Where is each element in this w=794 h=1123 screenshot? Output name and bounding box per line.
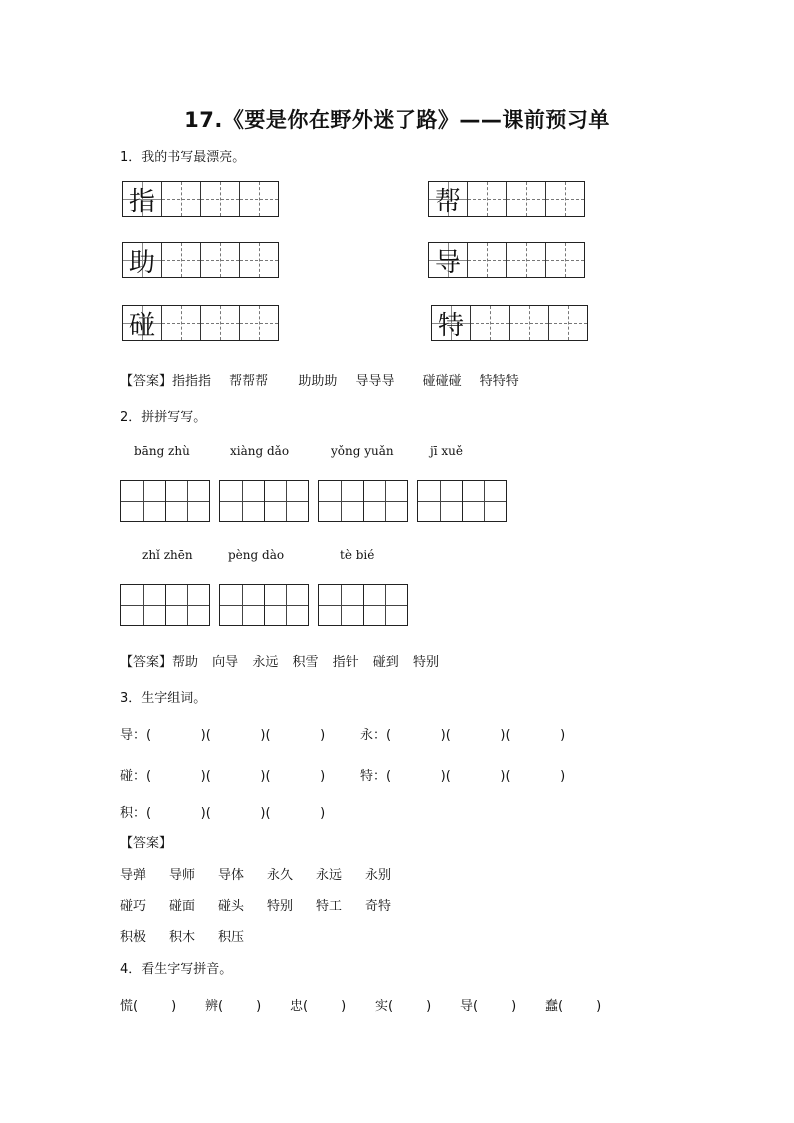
writing-cell[interactable]	[506, 182, 545, 216]
pinyin-label: zhǐ zhēn	[142, 548, 193, 562]
writing-row[interactable]	[122, 305, 279, 341]
writing-cell[interactable]	[200, 182, 239, 216]
writing-row[interactable]	[122, 181, 279, 217]
q3-row-right: 特：( )( )( )	[360, 769, 566, 784]
q3-answer-tag: 【答案】	[120, 836, 173, 851]
answer-item: 碰碰碰	[422, 374, 462, 389]
answer-word: 碰头	[218, 899, 245, 914]
pinyin-label: pèng dào	[228, 548, 285, 562]
answer-word: 积极	[120, 930, 147, 945]
pinyin-write-box[interactable]	[219, 584, 309, 626]
pinyin-label: bāng zhù	[134, 444, 190, 458]
writing-cell[interactable]	[467, 182, 506, 216]
answer-item: 帮助	[172, 655, 199, 670]
answer-word: 奇特	[365, 899, 392, 914]
answer-item: 导导导	[355, 374, 395, 389]
q3-row-left: 碰：( )( )( )	[120, 769, 326, 784]
model-character: 助	[123, 243, 161, 277]
q1-answer	[120, 370, 519, 389]
answer-tag: 【答案】	[120, 655, 173, 670]
pinyin-write-box[interactable]	[318, 584, 408, 626]
answer-word: 碰面	[169, 899, 196, 914]
pinyin-label: xiàng dǎo	[230, 444, 290, 458]
answer-item: 向导	[212, 655, 239, 670]
pinyin-write-box[interactable]	[219, 480, 309, 522]
q4-item: 导( )	[460, 999, 517, 1014]
writing-row[interactable]	[428, 181, 585, 217]
writing-cell[interactable]	[200, 243, 239, 277]
pinyin-write-box[interactable]	[417, 480, 507, 522]
q4-item: 实( )	[375, 999, 432, 1014]
writing-cell[interactable]	[506, 243, 545, 277]
answer-word: 导体	[218, 868, 245, 883]
writing-cell[interactable]	[239, 243, 278, 277]
model-character: 指	[123, 182, 161, 216]
pinyin-write-box[interactable]	[120, 480, 210, 522]
pinyin-write-box[interactable]	[318, 480, 408, 522]
q3-row-left: 导：( )( )( )	[120, 728, 326, 743]
pinyin-label: jī xuě	[430, 444, 463, 458]
writing-cell[interactable]	[545, 243, 584, 277]
writing-row[interactable]	[428, 242, 585, 278]
model-character: 特	[432, 306, 470, 340]
q4-item: 辨( )	[205, 999, 262, 1014]
q4-item: 蠢( )	[545, 999, 602, 1014]
answer-item: 特特特	[479, 374, 519, 389]
q4-item: 忠( )	[290, 999, 347, 1014]
q2-label: 2．拼拼写写。	[120, 410, 207, 425]
page-title: 17.《要是你在野外迷了路》——课前预习单	[184, 108, 610, 132]
q4-label: 4．看生字写拼音。	[120, 962, 233, 977]
answer-word: 积压	[218, 930, 245, 945]
answer-item: 帮帮帮	[229, 374, 269, 389]
answer-item: 特别	[412, 655, 439, 670]
answer-word: 永远	[316, 868, 343, 883]
answer-item: 碰到	[372, 655, 399, 670]
pinyin-label: tè bié	[340, 548, 375, 562]
q3-row-right: 永：( )( )( )	[360, 728, 566, 743]
writing-cell[interactable]	[239, 182, 278, 216]
answer-word: 导师	[169, 868, 196, 883]
q3-label: 3．生字组词。	[120, 691, 207, 706]
answer-word: 特工	[316, 899, 343, 914]
answer-item: 永远	[252, 655, 279, 670]
q2-answer	[120, 651, 439, 670]
pinyin-label: yǒng yuǎn	[331, 444, 394, 458]
answer-item: 助助助	[298, 374, 338, 389]
writing-cell[interactable]	[509, 306, 548, 340]
answer-item: 指指指	[172, 374, 212, 389]
writing-cell[interactable]	[161, 243, 200, 277]
answer-word: 导弹	[120, 868, 147, 883]
writing-cell[interactable]	[161, 182, 200, 216]
answer-word: 碰巧	[120, 899, 147, 914]
answer-tag: 【答案】	[120, 374, 173, 389]
answer-item: 积雪	[292, 655, 319, 670]
model-character: 碰	[123, 306, 161, 340]
writing-cell[interactable]	[548, 306, 587, 340]
model-character: 导	[429, 243, 467, 277]
writing-row[interactable]	[122, 242, 279, 278]
answer-word: 特别	[267, 899, 294, 914]
writing-row[interactable]	[431, 305, 588, 341]
answer-word: 积木	[169, 930, 196, 945]
writing-cell[interactable]	[467, 243, 506, 277]
writing-cell[interactable]	[161, 306, 200, 340]
writing-cell[interactable]	[239, 306, 278, 340]
writing-cell[interactable]	[200, 306, 239, 340]
answer-item: 指针	[332, 655, 359, 670]
model-character: 帮	[429, 182, 467, 216]
q4-item: 慌( )	[120, 999, 177, 1014]
answer-word: 永别	[365, 868, 392, 883]
answer-word: 永久	[267, 868, 294, 883]
writing-cell[interactable]	[470, 306, 509, 340]
pinyin-write-box[interactable]	[120, 584, 210, 626]
q1-label: 1．我的书写最漂亮。	[120, 150, 246, 165]
writing-cell[interactable]	[545, 182, 584, 216]
q3-row-left: 积：( )( )( )	[120, 806, 326, 821]
